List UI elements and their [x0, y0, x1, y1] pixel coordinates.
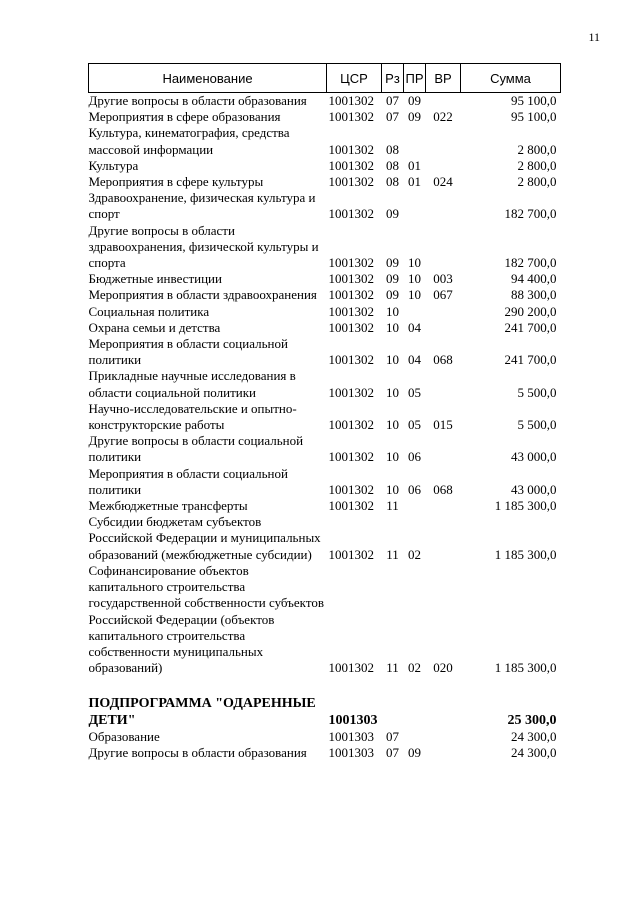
cell-csr: 1001303 [328, 712, 378, 728]
cell-name: Культура, кинематография, средства массовой информации [88, 125, 290, 157]
budget-table [88, 63, 561, 761]
cell-csr: 1001302 [328, 384, 374, 400]
cell-rz: 07 [386, 109, 399, 125]
cell-csr: 1001302 [328, 174, 374, 190]
cell-name: Культура [88, 157, 139, 173]
cell-name: Субсидии бюджетам субъектов Российской Федерации и муниципальных образований (межбюджетные субсидии) [88, 514, 321, 562]
cell-sum: 95 100,0 [511, 93, 557, 108]
table-row [89, 368, 561, 400]
cell-name: Мероприятия в сфере культуры [88, 174, 264, 190]
cell-sum: 2 800,0 [517, 141, 557, 157]
cell-name: Мероприятия в области здравоохранения [88, 287, 317, 303]
cell-rz: 10 [386, 384, 399, 400]
cell-sum: 1 185 300,0 [494, 498, 557, 514]
cell-vr: 020 [433, 660, 453, 676]
cell-csr: 1001302 [328, 449, 374, 465]
cell-pr: 06 [408, 481, 421, 497]
cell-rz: 10 [386, 319, 399, 335]
table-row [89, 401, 561, 433]
cell-name: Научно-исследовательские и опытно-конструкторские работы [88, 400, 297, 433]
header-name: Наименование [89, 64, 327, 93]
table-row [89, 287, 561, 303]
cell-vr [426, 498, 461, 514]
cell-csr: 1001302 [328, 352, 374, 368]
cell-pr: 05 [408, 417, 421, 433]
cell-vr [426, 729, 461, 745]
cell-pr: 09 [408, 109, 421, 125]
cell-sum: 95 100,0 [511, 109, 557, 125]
table-row [89, 336, 561, 368]
table-row [89, 433, 561, 465]
cell-csr: 1001303 [328, 728, 374, 744]
cell-pr: 02 [408, 546, 421, 562]
table-row [89, 174, 561, 190]
cell-rz [382, 676, 404, 728]
cell-vr: 024 [433, 174, 453, 190]
cell-pr: 04 [408, 319, 421, 335]
cell-rz: 07 [386, 93, 399, 108]
cell-sum: 182 700,0 [504, 206, 557, 222]
cell-vr: 015 [433, 417, 453, 433]
cell-pr [404, 498, 426, 514]
cell-sum: 24 300,0 [511, 744, 557, 760]
header-pr: ПР [404, 64, 426, 93]
cell-pr: 10 [408, 255, 421, 271]
cell-vr [426, 368, 461, 400]
table-row [89, 498, 561, 514]
cell-pr: 05 [408, 384, 421, 400]
cell-rz: 09 [386, 271, 399, 287]
cell-rz: 07 [386, 744, 399, 760]
table-row [89, 676, 561, 728]
cell-csr: 1001302 [328, 271, 374, 287]
cell-rz: 10 [386, 449, 399, 465]
cell-csr: 1001302 [328, 660, 374, 676]
cell-vr [426, 190, 461, 222]
cell-csr: 1001302 [328, 206, 374, 222]
table-row [89, 109, 561, 125]
cell-sum: 5 500,0 [517, 417, 557, 433]
cell-vr [426, 158, 461, 174]
cell-vr [426, 745, 461, 761]
cell-rz: 11 [386, 660, 399, 676]
cell-rz: 11 [386, 546, 399, 562]
cell-rz: 11 [386, 498, 399, 514]
cell-sum: 1 185 300,0 [494, 660, 557, 676]
header-sum: Сумма [461, 64, 561, 93]
cell-rz: 10 [386, 417, 399, 433]
cell-csr: 1001302 [328, 481, 374, 497]
cell-name: Межбюджетные трансферты [88, 498, 248, 514]
cell-sum: 88 300,0 [511, 287, 557, 303]
cell-name: Мероприятия в области социальной политики [88, 336, 288, 368]
cell-name: Другие вопросы в области социальной политики [88, 433, 304, 465]
cell-sum: 182 700,0 [504, 255, 557, 271]
cell-vr: 068 [433, 481, 453, 497]
cell-sum: 43 000,0 [511, 481, 557, 497]
cell-csr: 1001302 [328, 255, 374, 271]
cell-pr: 04 [408, 352, 421, 368]
table-row [89, 729, 561, 745]
cell-pr: 06 [408, 449, 421, 465]
cell-csr: 1001302 [328, 546, 374, 562]
cell-vr [426, 676, 461, 728]
cell-name: Охрана семьи и детства [88, 319, 221, 335]
cell-name: Бюджетные инвестиции [88, 271, 222, 287]
cell-csr: 1001302 [328, 319, 374, 335]
table-row [89, 304, 561, 320]
table-row [89, 466, 561, 498]
cell-csr: 1001302 [328, 109, 374, 125]
cell-sum: 25 300,0 [507, 712, 557, 728]
cell-vr [426, 320, 461, 336]
cell-name: Социальная политика [88, 303, 210, 319]
cell-vr [426, 433, 461, 465]
cell-csr: 1001302 [328, 93, 374, 108]
table-row [89, 223, 561, 272]
cell-vr [426, 125, 461, 157]
table-row [89, 271, 561, 287]
header-csr: ЦСР [327, 64, 382, 93]
cell-name: Мероприятия в сфере образования [88, 109, 281, 125]
table-header-row [89, 64, 561, 93]
cell-rz: 08 [386, 174, 399, 190]
cell-pr [404, 304, 426, 320]
cell-rz: 07 [386, 728, 399, 744]
cell-name: Мероприятия в области социальной политики [88, 465, 288, 497]
cell-csr: 1001302 [328, 498, 374, 514]
table-row [89, 125, 561, 157]
cell-vr: 003 [433, 271, 453, 287]
cell-pr: 10 [408, 287, 421, 303]
cell-pr [404, 190, 426, 222]
cell-sum: 241 700,0 [504, 319, 557, 335]
cell-sum: 1 185 300,0 [494, 546, 557, 562]
cell-name: ПОДПРОГРАММА "ОДАРЕННЫЕ ДЕТИ" [88, 696, 316, 728]
cell-vr [426, 223, 461, 272]
cell-sum: 43 000,0 [511, 449, 557, 465]
header-vr: ВР [426, 64, 461, 93]
cell-csr: 1001302 [328, 287, 374, 303]
cell-name: Образование [88, 728, 160, 744]
table-row [89, 190, 561, 222]
table-row [89, 514, 561, 563]
cell-rz: 09 [386, 255, 399, 271]
cell-rz: 10 [386, 352, 399, 368]
cell-vr [426, 304, 461, 320]
cell-name: Другие вопросы в области образования [88, 744, 307, 760]
page-number: 11 [588, 30, 600, 44]
cell-sum: 24 300,0 [511, 728, 557, 744]
cell-vr: 067 [433, 287, 453, 303]
cell-pr [404, 729, 426, 745]
cell-pr: 01 [408, 174, 421, 190]
cell-csr: 1001302 [328, 303, 374, 319]
cell-name: Другие вопросы в области здравоохранения, физической культуры и спорта [88, 222, 319, 271]
cell-sum: 2 800,0 [517, 157, 557, 173]
cell-rz: 09 [386, 287, 399, 303]
cell-csr: 1001302 [328, 141, 374, 157]
cell-sum: 241 700,0 [504, 352, 557, 368]
cell-rz: 10 [386, 481, 399, 497]
cell-pr [404, 125, 426, 157]
cell-rz: 09 [386, 206, 399, 222]
table-row [89, 320, 561, 336]
cell-csr: 1001302 [328, 157, 374, 173]
cell-sum: 290 200,0 [504, 303, 557, 319]
table-row [89, 745, 561, 761]
cell-csr: 1001303 [328, 744, 374, 760]
table-row [89, 93, 561, 110]
cell-pr: 09 [408, 93, 421, 108]
header-rz: Рз [382, 64, 404, 93]
cell-rz: 10 [386, 303, 399, 319]
cell-pr: 10 [408, 271, 421, 287]
cell-pr: 01 [408, 157, 421, 173]
cell-sum: 2 800,0 [517, 174, 557, 190]
cell-name: Здравоохранение, физическая культура и спорт [88, 190, 316, 222]
cell-sum: 5 500,0 [517, 384, 557, 400]
cell-rz: 08 [386, 157, 399, 173]
cell-vr: 068 [433, 352, 453, 368]
cell-pr [404, 676, 426, 728]
cell-sum: 94 400,0 [511, 271, 557, 287]
cell-rz: 08 [386, 141, 399, 157]
cell-pr: 02 [408, 660, 421, 676]
cell-name: Прикладные научные исследования в области социальной политики [88, 368, 296, 400]
table-row [89, 158, 561, 174]
cell-name: Софинансирование объектов капитального строительства государственной собственности субъектов Российской Федерации (объектов капитального строительства собственности муниципальных образований) [88, 562, 324, 676]
cell-csr: 1001302 [328, 417, 374, 433]
cell-vr [426, 514, 461, 563]
cell-name: Другие вопросы в области образования [88, 93, 307, 108]
cell-vr [426, 93, 461, 110]
table-row [89, 563, 561, 676]
cell-vr: 022 [433, 109, 453, 125]
cell-pr: 09 [408, 744, 421, 760]
